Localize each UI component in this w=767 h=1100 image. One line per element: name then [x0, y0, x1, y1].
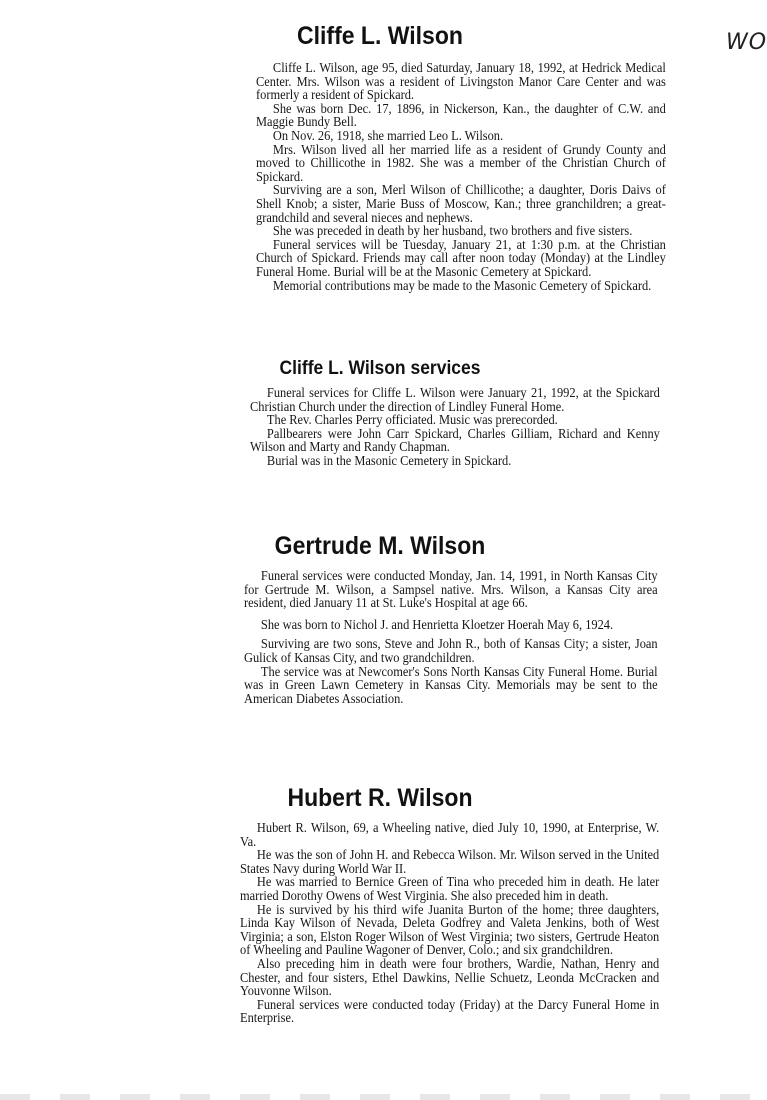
obituary-paragraph: He was married to Bernice Green of Tina who preceded him in death. He later married Dorothy Owens of West Virginia. She also preceded him in death.	[240, 874, 660, 903]
obituary-paragraph: He was the son of John H. and Rebecca Wilson. Mr. Wilson served in the United States Navy during World War II.	[240, 847, 660, 876]
obituary-paragraph: She was born to Nichol J. and Henrietta Kloetzer Hoerah May 6, 1924.	[260, 616, 614, 632]
obituary-body	[250, 386, 686, 468]
obituary-title: Gertrude M. Wilson	[274, 532, 486, 560]
obituary-paragraph: Memorial contributions may be made to the Masonic Cemetery of Spickard.	[272, 277, 652, 293]
obituary-body	[240, 821, 686, 1025]
obituary-paragraph: Funeral services were conducted Monday, Jan. 14, 1991, in North Kansas City for Gertrude M. Wilson, a Sampsel native. Mrs. Wilson, a Kansas City area resident, died January 11 at St. Luke's Hospital at age 66.	[244, 568, 658, 611]
obituary-cliffe-wilson-services	[0, 358, 760, 468]
obituary-hubert-wilson	[0, 784, 760, 1025]
scan-edge	[0, 1094, 760, 1100]
obituary-gertrude-wilson	[0, 532, 760, 705]
obituary-paragraph: Surviving are a son, Merl Wilson of Chillicothe; a daughter, Doris Daivs of Shell Knob; a sister, Marie Buss of Moscow, Kan.; three granchildren; a great-grandchild and several nieces and nephews.	[256, 182, 666, 225]
obituary-paragraph: On Nov. 26, 1918, she married Leo L. Wilson.	[272, 127, 504, 143]
obituary-title: Hubert R. Wilson	[287, 784, 473, 812]
obituary-paragraph: The Rev. Charles Perry officiated. Music was prerecorded.	[266, 412, 558, 428]
obituary-paragraph: Funeral services will be Tuesday, January 21, at 1:30 p.m. at the Christian Church of Spickard. Friends may call after noon today (Monday) at the Lindley Funeral Home. Burial will be at the Masonic Cemetery at Spickard.	[256, 236, 666, 279]
obituary-paragraph: Also preceding him in death were four brothers, Wardie, Nathan, Henry and Chester, and four sisters, Ethel Dawkins, Nellie Schuetz, Leonda McCracken and Youvonne Wilson.	[240, 955, 660, 999]
obituary-paragraph: Pallbearers were John Carr Spickard, Charles Gilliam, Richard and Kenny Wilson and Marty and Randy Chapman.	[250, 425, 660, 455]
obituary-paragraph: Cliffe L. Wilson, age 95, died Saturday, January 18, 1992, at Hedrick Medical Center. Mrs. Wilson was a resident of Livingston Manor Care Center and was formerly a resident of Spickard.	[256, 60, 666, 103]
obituary-paragraph: Funeral services were conducted today (Friday) at the Darcy Funeral Home in Enterprise.	[240, 996, 660, 1026]
obituary-paragraph: Funeral services for Cliffe L. Wilson were January 21, 1992, at the Spickard Christian Church under the direction of Lindley Funeral Home.	[250, 385, 660, 414]
obituary-title: Cliffe L. Wilson services	[279, 358, 481, 379]
obituary-paragraph: The service was at Newcomer's Sons North Kansas City Funeral Home. Burial was in Green Lawn Cemetery in Kansas City. Memorials may be sent to the American Diabetes Association.	[244, 663, 658, 706]
obituary-paragraph: Hubert R. Wilson, 69, a Wheeling native, died July 10, 1990, at Enterprise, W. Va.	[240, 820, 660, 849]
obituary-paragraph: She was preceded in death by her husband, two brothers and five sisters.	[272, 223, 633, 239]
handwritten-margin-note: WO	[726, 30, 767, 55]
obituary-body	[244, 569, 684, 705]
obituary-body	[256, 61, 692, 292]
obituary-title: Cliffe L. Wilson	[297, 22, 463, 50]
obituary-paragraph: She was born Dec. 17, 1896, in Nickerson, Kan., the daughter of C.W. and Maggie Bundy Bell.	[256, 100, 666, 130]
obituary-paragraph: Mrs. Wilson lived all her married life as a resident of Grundy County and moved to Chillicothe in 1982. She was a member of the Christian Church of Spickard.	[256, 141, 666, 184]
obituary-paragraph: Burial was in the Masonic Cemetery in Spickard.	[266, 452, 512, 468]
obituary-cliffe-wilson	[0, 22, 760, 292]
obituary-paragraph: Surviving are two sons, Steve and John R., both of Kansas City; a sister, Joan Gulick of Kansas City, and two grandchildren.	[244, 636, 658, 665]
obituary-paragraph: He is survived by his third wife Juanita Burton of the home; three daughters, Linda Kay Wilson of Nevada, Deleta Godfrey and Valeta Jenkins, both of West Virginia; a son, Elston Roger Wilson of West Virginia; two sisters, Gertrude Heaton of Wheeling and Pauline Wagoner of Denver, Colo.; and six grandchildren.	[240, 901, 660, 958]
